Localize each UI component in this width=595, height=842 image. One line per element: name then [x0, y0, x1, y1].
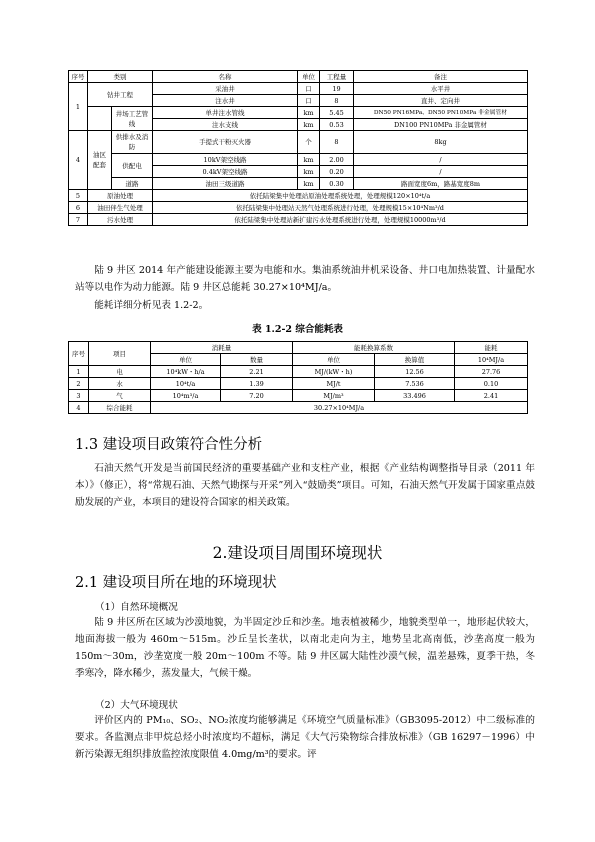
- table-row: [69, 390, 528, 402]
- cell: 10⁴kW・h/a: [151, 366, 221, 378]
- note-cell: 8kg: [354, 131, 528, 154]
- note-cell: 路面宽度6m，路基宽度8m: [354, 178, 528, 190]
- note-cell: DN100 PN10MPa 非金属管材: [354, 119, 528, 131]
- qty-cell: 8: [320, 95, 354, 107]
- section-heading-1-3: 1.3 建设项目政策符合性分析: [75, 437, 263, 453]
- category-cell: 油区配套: [88, 131, 112, 190]
- name-cell: 手提式干粉灭火器: [153, 131, 298, 154]
- project-composition-table: [68, 70, 528, 226]
- header-cell: 单位: [298, 71, 320, 83]
- cell: 2: [69, 378, 89, 390]
- subcategory-cell: 道路: [112, 178, 153, 190]
- table-row: [69, 378, 528, 390]
- name-cell: 10kV架空线路: [153, 154, 298, 166]
- unit-cell: km: [298, 107, 320, 119]
- header-cell: 序号: [69, 342, 89, 366]
- category-cell: 污水处理: [88, 214, 153, 226]
- unit-cell: km: [298, 154, 320, 166]
- header-cell: 备注: [354, 71, 528, 83]
- note-cell: 水平井: [354, 83, 528, 95]
- name-cell: 油田三级道路: [153, 178, 298, 190]
- header-cell: 消耗量: [151, 342, 293, 354]
- cell: 10⁴t/a: [151, 378, 221, 390]
- name-cell: 0.4kV架空线路: [153, 166, 298, 178]
- total-cell: 30.27×10⁴MJ/a: [151, 402, 528, 414]
- table-row: [69, 190, 528, 202]
- table-total-row: [69, 402, 528, 414]
- row-number: 1: [69, 83, 88, 131]
- table-row: [69, 202, 528, 214]
- qty-cell: 0.30: [320, 178, 354, 190]
- header-cell: 序号: [69, 71, 88, 83]
- subcategory-cell: 井场工艺管线: [112, 107, 153, 131]
- name-cell: 单井注水管线: [153, 107, 298, 119]
- header-cell: 数量: [221, 354, 293, 366]
- name-cell: 采油井: [153, 83, 298, 95]
- category-cell: 油田伴生气处理: [88, 202, 153, 214]
- section-heading-2-1: 2.1 建设项目所在地的环境现状: [75, 575, 277, 591]
- subheading-air-env: （2）大气环境现状: [95, 700, 178, 711]
- unit-cell: 口: [298, 95, 320, 107]
- qty-cell: 0.53: [320, 119, 354, 131]
- table-row: [69, 366, 528, 378]
- unit-cell: km: [298, 178, 320, 190]
- table-caption: 表 1.2-2 综合能耗表: [252, 324, 343, 335]
- cell: 7.20: [221, 390, 293, 402]
- cell: 4: [69, 402, 89, 414]
- energy-ref-paragraph: 能耗详细分析见表 1.2-2。: [94, 300, 209, 311]
- header-cell: 能耗: [455, 342, 528, 354]
- description-cell: 依托陆梁集中处理站新扩建污水处理系统进行处理，处理规模10000m³/d: [153, 214, 528, 226]
- qty-cell: 0.20: [320, 166, 354, 178]
- cell: 2.21: [221, 366, 293, 378]
- header-cell: 能耗换算系数: [293, 342, 455, 354]
- air-env-paragraph: 评价区内的 PM₁₀、SO₂、NO₂浓度均能够满足《环境空气质量标准》（GB3095-2012）中二级标准的要求。各监测点非甲烷总烃小时浓度均不超标，满足《大气污染物综合排放标准》（GB 16297－1996）中新污染源无组织排放监控浓度限值 4.0mg/m³的要求。评: [75, 715, 535, 760]
- table-header-row: [69, 342, 528, 354]
- cell: MJ/m³: [293, 390, 375, 402]
- header-cell: 10⁴MJ/a: [455, 354, 528, 366]
- name-cell: 注水井: [153, 95, 298, 107]
- row-number: 6: [69, 202, 88, 214]
- header-cell: 单位: [151, 354, 221, 366]
- qty-cell: 5.45: [320, 107, 354, 119]
- energy-paragraph: 陆 9 井区 2014 年产能建设能源主要为电能和水。集油系统油井机采设备、井口电加热装置、计量配水站等以电作为动力能源。陆 9 井区总能耗 30.27×10⁴MJ/a。: [75, 265, 535, 293]
- table-row: [69, 107, 528, 119]
- qty-cell: 19: [320, 83, 354, 95]
- qty-cell: 8: [320, 131, 354, 154]
- table-row: [69, 83, 528, 95]
- note-cell: /: [354, 166, 528, 178]
- cell: 27.76: [455, 366, 528, 378]
- cell: 12.56: [375, 366, 455, 378]
- cell: 气: [89, 390, 151, 402]
- qty-cell: 2.00: [320, 154, 354, 166]
- description-cell: 依托陆梁集中处理站天然气处理系统进行处理，处理规模15×10⁴Nm³/d: [153, 202, 528, 214]
- cell: 电: [89, 366, 151, 378]
- unit-cell: 个: [298, 131, 320, 154]
- header-cell: 类别: [88, 71, 153, 83]
- subcategory-cell: 供排水及消防: [112, 131, 153, 154]
- table-row: [69, 131, 528, 154]
- description-cell: 依托陆梁集中处理站原油处理系统处理，处理规模120×10⁴t/a: [153, 190, 528, 202]
- row-number: 7: [69, 214, 88, 226]
- category-cell: 钻井工程: [88, 83, 153, 107]
- cell: 1.39: [221, 378, 293, 390]
- table-row: [69, 214, 528, 226]
- subheading-natural-env: （1）自然环境概况: [95, 602, 178, 613]
- cell: 综合能耗: [89, 402, 151, 414]
- cell: 7.536: [375, 378, 455, 390]
- cell: 3: [69, 390, 89, 402]
- header-cell: 换算值: [375, 354, 455, 366]
- unit-cell: km: [298, 166, 320, 178]
- header-cell: 名称: [153, 71, 298, 83]
- unit-cell: km: [298, 119, 320, 131]
- table-header-row: [69, 71, 528, 83]
- table-row: [69, 154, 528, 166]
- cell: 2.41: [455, 390, 528, 402]
- cell: 10⁴m³/a: [151, 390, 221, 402]
- header-cell: 工程量: [320, 71, 354, 83]
- natural-env-paragraph: 陆 9 井区所在区域为沙漠地貌，为半固定沙丘和沙垄。地表植被稀少，地貌类型单一，地形起伏较大，地面海拔一般为 460m～515m。沙丘呈长垄状，以南北走向为主，地势呈北高南低，沙垄高度一般为 150m～30m，沙垄宽度一般 20m～100m 不等。陆 9 井区属大陆性沙漠气候，温差悬殊，夏季干热，冬季寒冷，降水稀少，蒸发量大，气候干燥。: [75, 617, 535, 679]
- note-cell: /: [354, 154, 528, 166]
- subcategory-cell: 供配电: [112, 154, 153, 178]
- header-cell: 单位: [293, 354, 375, 366]
- cell: 0.10: [455, 378, 528, 390]
- header-cell: 项目: [89, 342, 151, 366]
- cell: 水: [89, 378, 151, 390]
- table-row: [69, 178, 528, 190]
- cell: 1: [69, 366, 89, 378]
- name-cell: 注水支线: [153, 119, 298, 131]
- chapter-heading-2: 2.建设项目周围环境现状: [212, 544, 383, 562]
- category-cell: 原油处理: [88, 190, 153, 202]
- unit-cell: 口: [298, 83, 320, 95]
- note-cell: DN50 PN16MPa、DN50 PN10MPa 非金属管材: [354, 107, 528, 119]
- note-cell: 直井、定向井: [354, 95, 528, 107]
- energy-consumption-table: [68, 341, 528, 414]
- policy-paragraph: 石油天然气开发是当前国民经济的重要基础产业和支柱产业，根据《产业结构调整指导目录（2011 年本）》（修正），将“常规石油、天然气勘探与开采”列入“鼓励类”项目。可知，石油天然气开发属于国家重点鼓励发展的产业，本项目的建设符合国家的相关政策。: [75, 463, 535, 508]
- row-number: 5: [69, 190, 88, 202]
- cell: MJ/t: [293, 378, 375, 390]
- cell: MJ/(kW・h): [293, 366, 375, 378]
- cell: 33.496: [375, 390, 455, 402]
- row-number: 4: [69, 131, 88, 190]
